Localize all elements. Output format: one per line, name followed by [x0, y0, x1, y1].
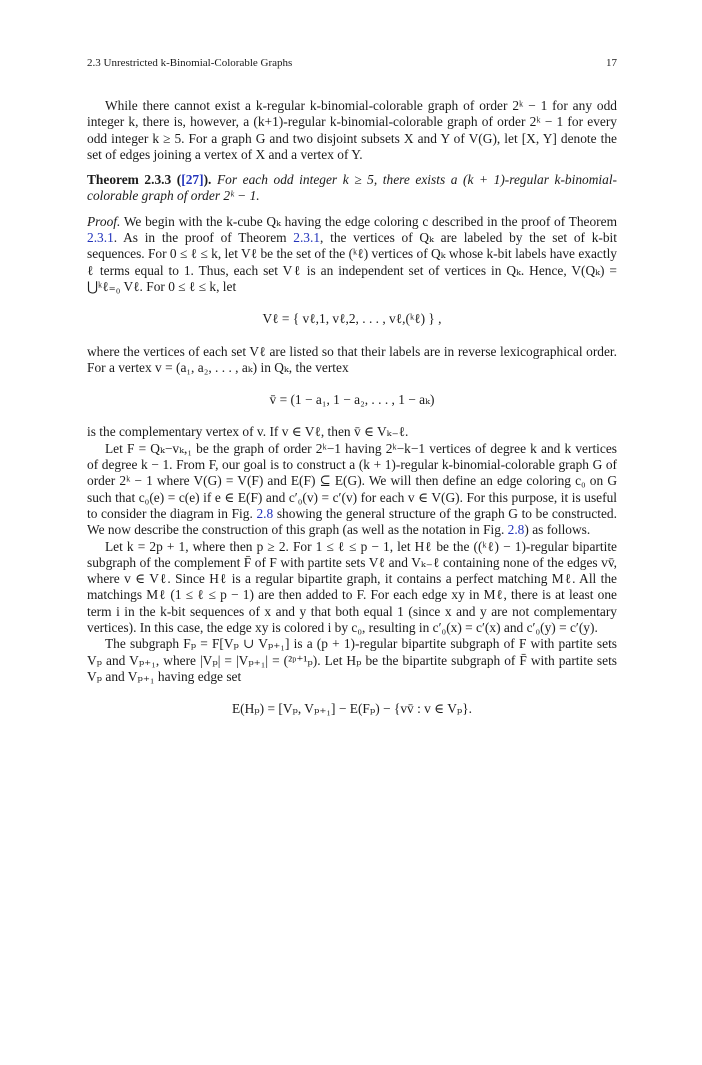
- theorem-label: Theorem 2.3.3 (: [87, 172, 182, 188]
- construction-text-c: ) as follows.: [524, 522, 591, 538]
- main-text: [87, 98, 617, 734]
- display-equation-vl: Vℓ = { vℓ,1, vℓ,2, . . . , vℓ,(ᵏℓ) } ,: [262, 311, 442, 327]
- construction-text-b: showing the general structure of the graph G to be constructed. We now describe the construction of this graph (as well as the notation in Fig.: [87, 505, 617, 538]
- proof-text-c: , the vertices of Qₖ are labeled by the set of k-bit sequences. For 0 ≤ ℓ ≤ k, let Vℓ be the set of the (ᵏℓ) vertices of Qₖ whose k-bit labels have exactly ℓ terms equal to 1. Thus, each set Vℓ is an independent set of vertices in Qₖ. Hence, V(Qₖ) = ⋃ᵏℓ₌₀ Vℓ. For 0 ≤ ℓ ≤ k, let: [87, 230, 617, 294]
- paragraph-complementary: is the complementary vertex of v. If v ∈ Vℓ, then v̄ ∈ Vₖ₋ℓ.: [87, 424, 409, 440]
- paragraph-construction: [87, 441, 617, 539]
- theorem-statement: For each odd integer k ≥ 5, there exists a (k + 1)-regular k-binomial-colorable graph of order 2ᵏ − 1.: [87, 172, 617, 204]
- citation-link[interactable]: [27]: [181, 172, 204, 188]
- section-title: 2.3 Unrestricted k-Binomial-Colorable Graphs: [87, 57, 293, 69]
- paragraph-intro: While there cannot exist a k-regular k-binomial-colorable graph of order 2ᵏ − 1 for any odd integer k, there is, however, a (k+1)-regular k-binomial-colorable graph of order 2ᵏ − 1 for every odd integer k ≥ 5. For a graph G and two disjoint subsets X and Y of V(G), let [X, Y] denote the set of edges joining a vertex of X and a vertex of Y.: [87, 98, 617, 162]
- display-equation-complement: v̄ = (1 − a₁, 1 − a₂, . . . , 1 − aₖ): [269, 392, 435, 408]
- proof-paragraph: [87, 214, 617, 295]
- paragraph-reverse-lex: where the vertices of each set Vℓ are listed so that their labels are in reverse lexicographical order. For a vertex v = (a₁, a₂, . . . , aₖ) in Qₖ, the vertex: [87, 343, 617, 375]
- theorem-ref-link[interactable]: 2.3.1: [87, 230, 114, 246]
- proof-text-a: We begin with the k-cube Qₖ having the edge coloring c described in the proof of Theorem: [120, 213, 617, 229]
- paragraph-matchings: Let k = 2p + 1, where then p ≥ 2. For 1 ≤ ℓ ≤ p − 1, let Hℓ be the ((ᵏℓ) − 1)-regular bipartite subgraph of the complement F̄ of F with partite sets Vℓ and Vₖ₋ℓ containing none of the edges vv̄, where v ∈ Vℓ. Since Hℓ is a regular bipartite graph, it contains a perfect matching Mℓ. All the matchings Mℓ (1 ≤ ℓ ≤ p − 1) are then added to F. For each edge xy in Mℓ, there is at least one term i in the k-bit sequences of x and y that both equal 1 (since x and y are not complementary vertices). In this case, the edge xy is colored i by c₀, resulting in c′₀(x) = c′(x) and c′₀(y) = c′(y).: [87, 538, 617, 636]
- figure-ref-link[interactable]: 2.8: [256, 505, 274, 521]
- construction-text-a: Let F = Qₖ−vₖ,₁ be the graph of order 2ᵏ−1 having 2ᵏ−k−1 vertices of degree k and k vertices of degree k − 1. From F, our goal is to construct a (k + 1)-regular k-binomial-colorable graph G of order 2ᵏ − 1 where V(G) = V(F) and E(F) ⊆ E(G). We will then define an edge coloring c₀ on G such that c₀(e) = c(e) if e ∈ E(F) and c′₀(v) = c′(v) for each v ∈ V(G). For this purpose, it is useful to consider the diagram in Fig.: [87, 440, 617, 521]
- figure-ref-link[interactable]: 2.8: [507, 522, 525, 538]
- proof-label: Proof.: [87, 213, 121, 229]
- paragraph-subgraph-fp: The subgraph Fₚ = F[Vₚ ∪ Vₚ₊₁] is a (p + 1)-regular bipartite subgraph of F with partite sets Vₚ and Vₚ₊₁, where |Vₚ| = |Vₚ₊₁| = (²ᵖ⁺¹ₚ). Let Hₚ be the bipartite subgraph of F̄ with partite sets Vₚ and Vₚ₊₁ having edge set: [87, 636, 617, 684]
- proof-text-b: . As in the proof of Theorem: [113, 230, 294, 246]
- page-number: 17: [606, 57, 617, 69]
- theorem-2-3-3: [87, 172, 617, 205]
- display-equation-hp: E(Hₚ) = [Vₚ, Vₚ₊₁] − E(Fₚ) − {vv̄ : v ∈ Vₚ}.: [231, 701, 473, 717]
- theorem-ref-link[interactable]: 2.3.1: [293, 230, 321, 246]
- theorem-label-end: ).: [203, 172, 212, 188]
